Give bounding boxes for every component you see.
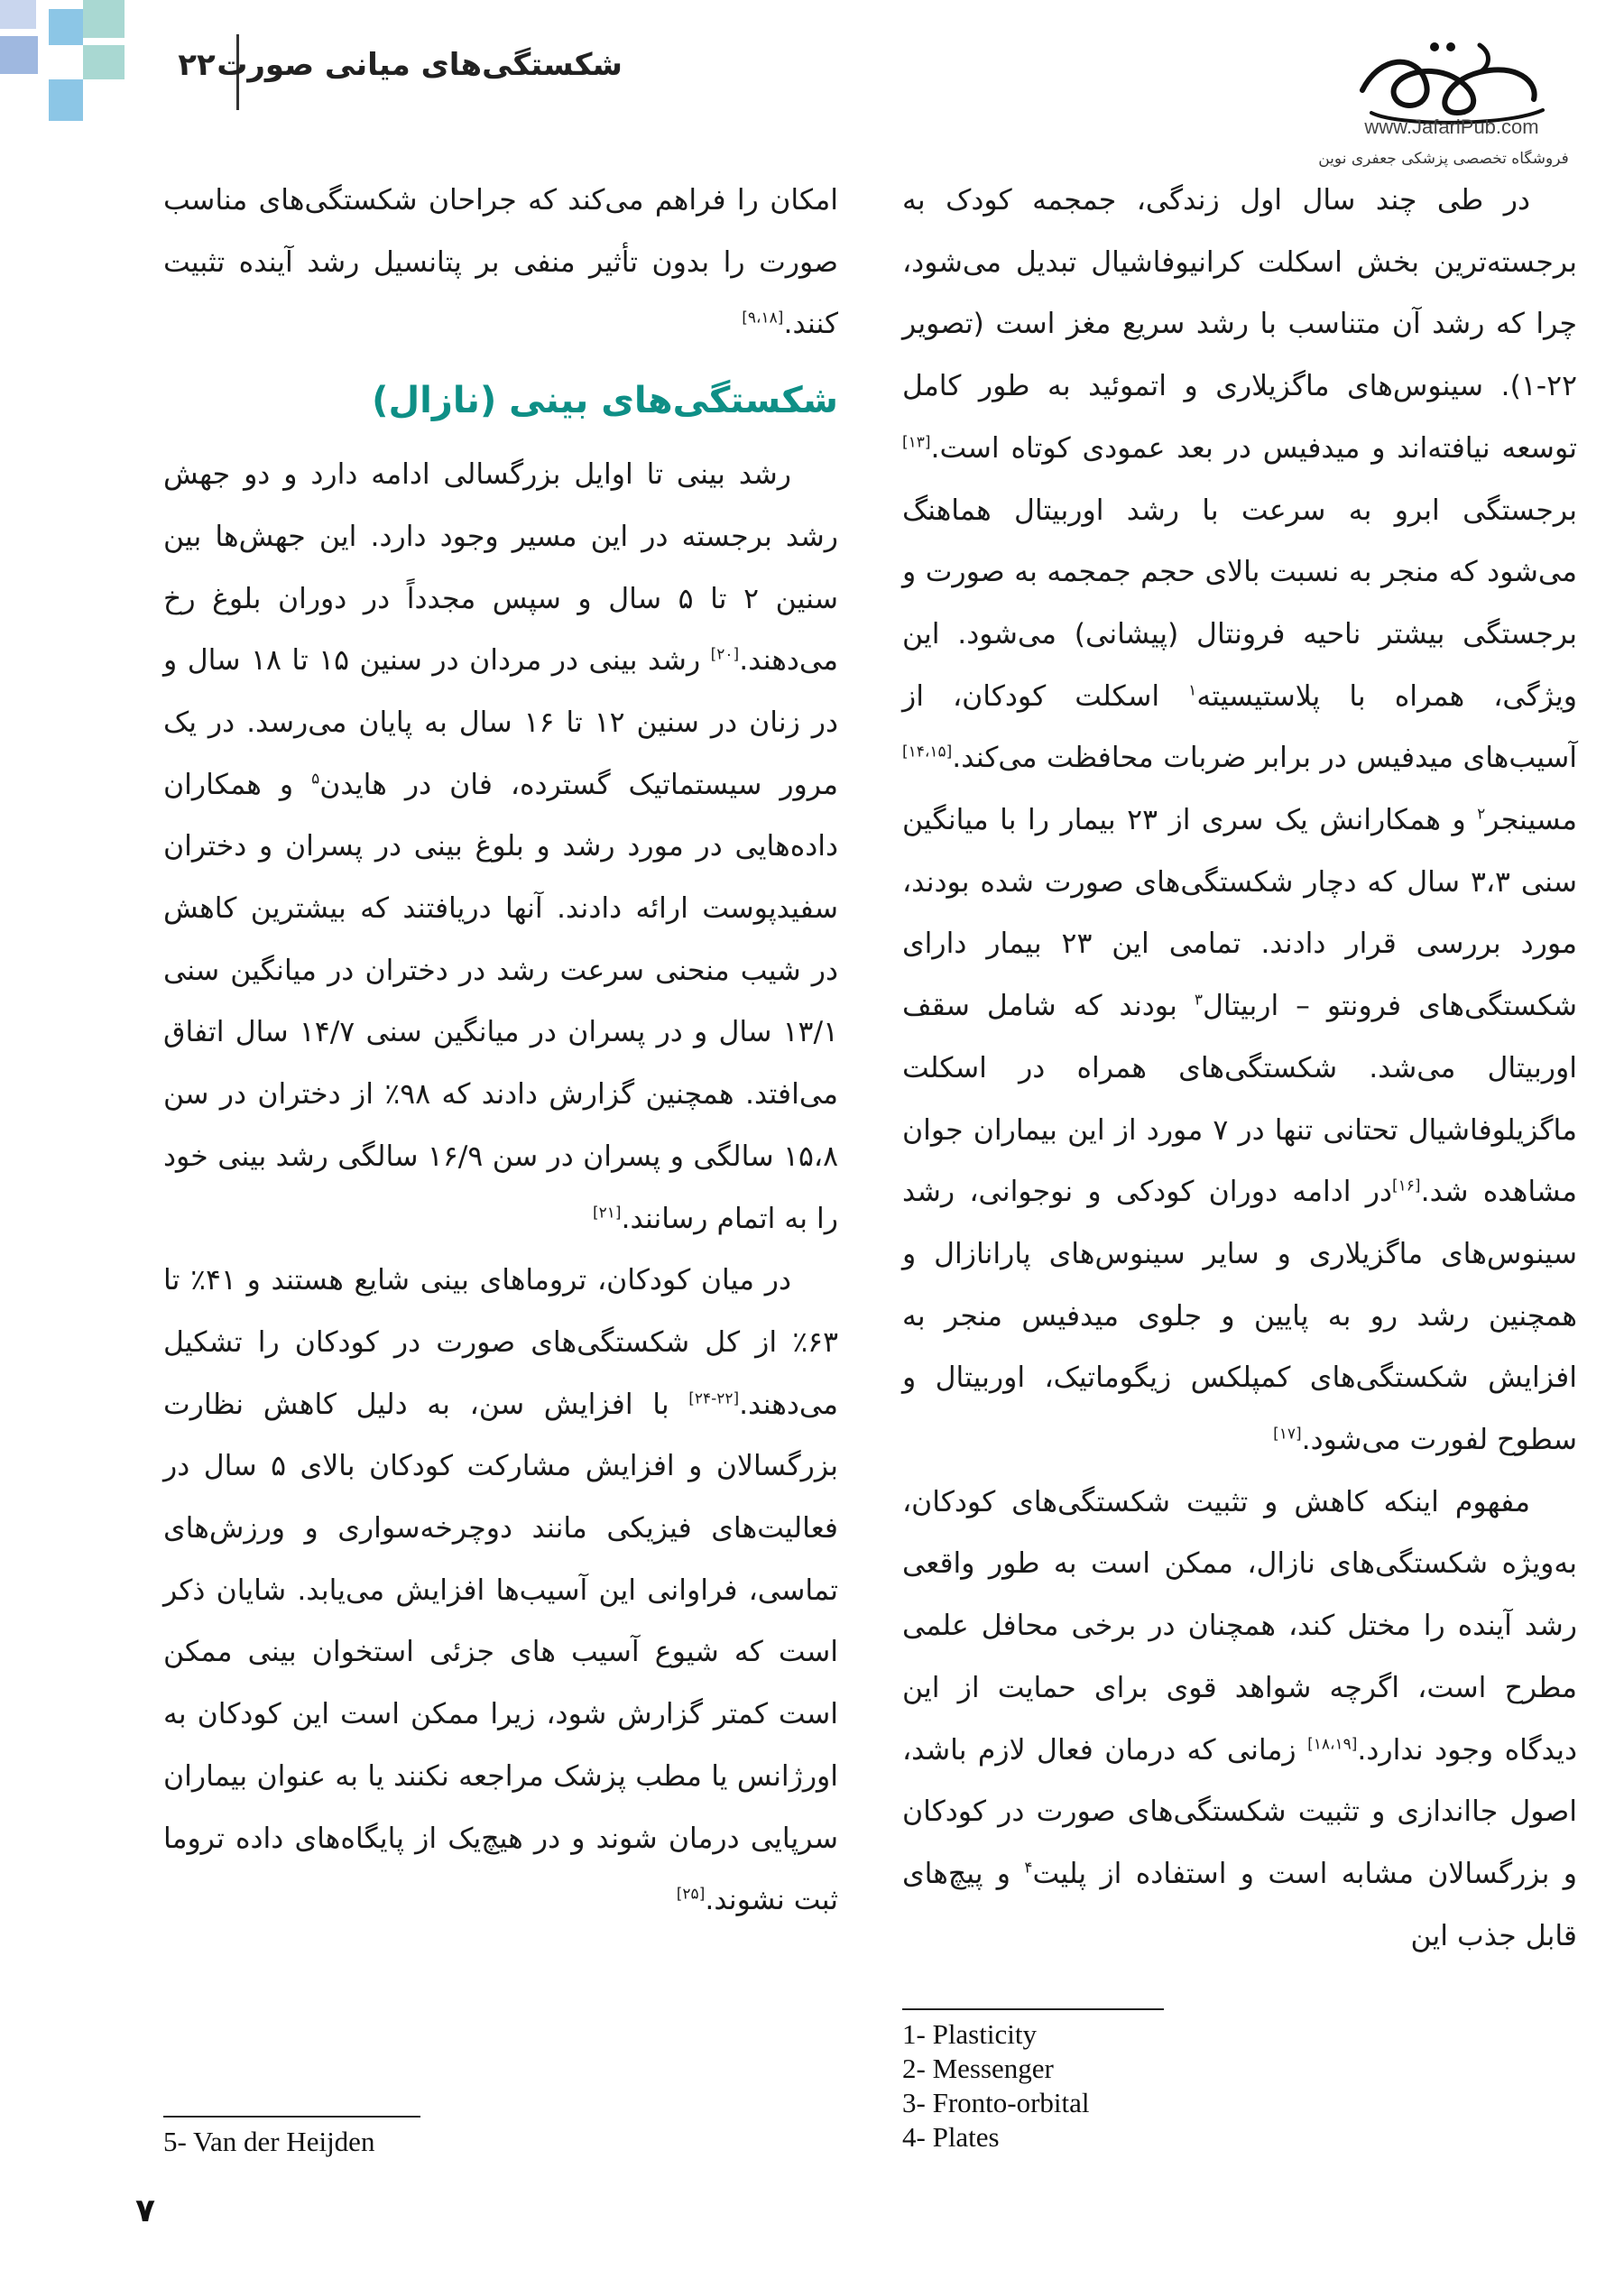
- footnote-rule: [163, 2116, 420, 2118]
- publisher-tagline: فروشگاه تخصصی پزشکی جعفری نوین: [1318, 150, 1569, 168]
- running-title: شکستگی‌های میانی صورت: [217, 47, 623, 83]
- footnote: 4- Plates: [902, 2121, 1000, 2153]
- page-number: ۷: [135, 2192, 155, 2229]
- corner-square-2: [49, 9, 83, 45]
- publisher-url: www.JafariPub.com: [1364, 115, 1539, 138]
- paragraph: در طی چند سال اول زندگی، جمجمه کودک به برجسته‌ترین بخش اسکلت کرانیوفاشیال تبدیل می‌شود، چرا که رشد آن متناسب با رشد سریع مغز است (تصویر ۲۲-۱). سینوس‌های ماگزیلاری و اتموئید به طور کامل توسعه نیافته‌اند و میدفیس در بعد عمودی کوتاه است.[۱۳] برجستگی ابرو به سرعت با رشد اوربیتال هماهنگ می‌شود که منجر به نسبت بالای حجم جمجمه به صورت و برجستگی بیشتر ناحیه فرونتال (پیشانی) می‌شود. این ویژگی، همراه با پلاستیسیته$^۱$ اسکلت کودکان، از آسیب‌های میدفیس در برابر ضربات محافظت می‌کند.[۱۴،۱۵] مسینجر$^۲$ و همکارانش یک سری از ۲۳ بیمار را با میانگین سنی ۳،۳ سال که دچار شکستگی‌های صورت شده بودند، مورد بررسی قرار دادند. تمامی این ۲۳ بیمار دارای شکستگی‌های فرونتو – اربیتال$^۳$ بودند که شامل سقف اوربیتال می‌شد. شکستگی‌های همراه در اسکلت ماگزیلوفاشیال تحتانی تنها در ۷ مورد از این بیماران جوان مشاهده شد.[۱۶]در ادامه دوران کودکی و نوجوانی، رشد سینوس‌های ماگزیلاری و سایر سینوس‌های پارانازال و همچنین رشد رو به پایین و جلوی میدفیس منجر به افزایش شکستگی‌های کمپلکس زیگوماتیک، اوربیتال و سطوح لفورت می‌شود.[۱۷]: [902, 184, 1578, 1457]
- footnote: 5- Van der Heijden: [163, 2126, 375, 2157]
- corner-square-3: [49, 79, 83, 121]
- footnote-rule: [902, 2008, 1164, 2010]
- footnote: 3- Fronto-orbital: [902, 2087, 1090, 2118]
- paragraph: مفهوم اینکه کاهش و تثبیت شکستگی‌های کودکان، به‌ویژه شکستگی‌های نازال، ممکن است به طور واقعی رشد آینده را مختل کند، همچنان در برخی محافل علمی مطرح است، اگرچه شواهد قوی برای حمایت از این دیدگاه وجود ندارد.[۱۸،۱۹] زمانی که درمان فعال لازم باشد، اصول جااندازی و تثبیت شکستگی‌های صورت در کودکان و بزرگسالان مشابه است و استفاده از پلیت$^۴$ و پیچ‌های قابل جذب این: [902, 1485, 1577, 1952]
- paragraph: رشد بینی تا اوایل بزرگسالی ادامه دارد و دو جهش رشد برجسته در این مسیر وجود دارد. این جهش‌ها بین سنین ۲ تا ۵ سال و سپس مجدداً در دوران بلوغ رخ می‌دهند.[۲۰] رشد بینی در مردان در سنین ۱۵ تا ۱۸ سال و در زنان در سنین ۱۲ تا ۱۶ سال به پایان می‌رسد. در یک مرور سیستماتیک گسترده، فان در هایدن$^۵$ و همکاران داده‌هایی در مورد رشد و بلوغ بینی در پسران و دختران سفیدپوست ارائه دادند. آنها دریافتند که بیشترین کاهش در شیب منحنی سرعت رشد در دختران در میانگین سنی ۱۳/۱ سال و در پسران در میانگین سنی ۱۴/۷ سال اتفاق می‌افتد. همچنین گزارش دادند که ۹۸٪ از دختران در سن ۱۵،۸ سالگی و پسران در سن ۱۶/۹ سالگی رشد بینی خود را به اتمام رسانند.[۲۱]: [163, 458, 839, 1235]
- corner-square-1: [0, 36, 38, 74]
- paragraph: امکان را فراهم می‌کند که جراحان شکستگی‌های مناسب صورت را بدون تأثیر منفی بر پتانسیل رشد آینده تثبیت کنند.[۹،۱۸]: [163, 184, 838, 341]
- corner-square-6: [0, 0, 36, 29]
- section-heading: شکستگی‌های بینی (نازال): [372, 380, 838, 422]
- corner-square-4: [83, 0, 125, 38]
- paragraph: در میان کودکان، تروماهای بینی شایع هستند و ۴۱٪ تا ۶۳٪ از کل شکستگی‌های صورت در کودکان را تشکیل می‌دهند.[۲۲-۲۴] با افزایش سن، به دلیل کاهش نظارت بزرگسالان و افزایش مشارکت کودکان بالای ۵ سال در فعالیت‌های فیزیکی مانند دوچرخه‌سواری و ورزش‌های تماسی، فراوانی این آسیب‌ها افزایش می‌یابد. شایان ذکر است که شیوع آسیب های جزئی استخوان بینی ممکن است کمتر گزارش شود، زیرا ممکن است این کودکان به اورژانس یا مطب پزشک مراجعه نکنند یا به عنوان بیماران سرپایی درمان شوند و در هیچ‌یک از پایگاه‌های داده تروما ثبت نشوند.[۲۵]: [163, 1264, 838, 1917]
- text-column-left: [163, 170, 838, 1932]
- chapter-number: ۲۲: [178, 47, 216, 83]
- text-column-right: [902, 170, 1577, 1967]
- footnote: 2- Messenger: [902, 2053, 1054, 2084]
- footnote: 1- Plasticity: [902, 2018, 1037, 2050]
